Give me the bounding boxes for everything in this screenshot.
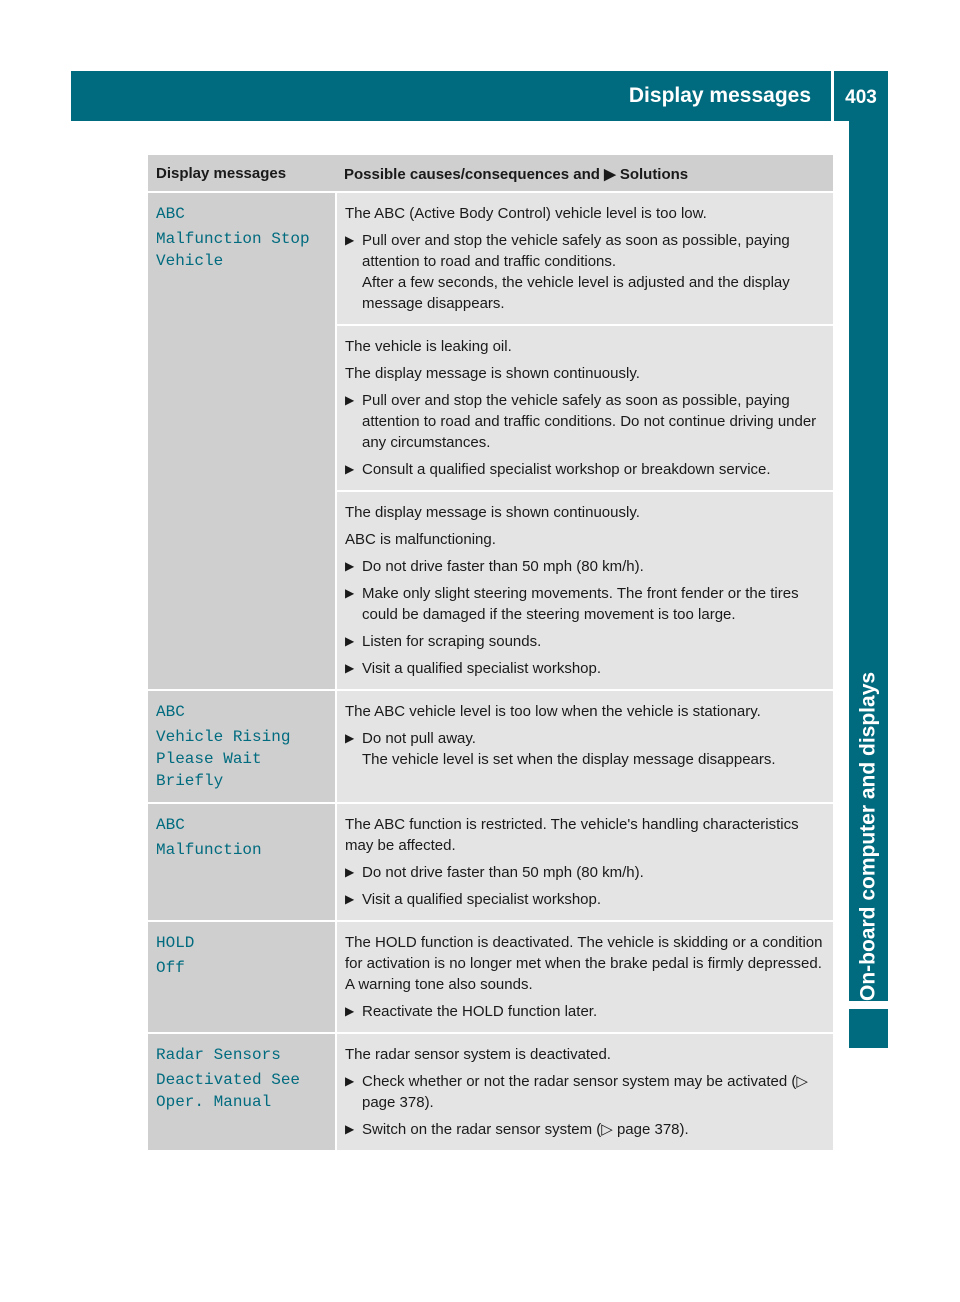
table-body <box>148 192 833 1150</box>
table-row <box>148 1033 833 1150</box>
solution-cell <box>336 325 833 491</box>
solution-step <box>345 556 827 577</box>
arrow-right-icon: ▶ <box>345 393 355 407</box>
solution-step-text: Switch on the radar sensor system (▷ page 378). <box>362 1121 689 1138</box>
solution-step <box>345 658 827 679</box>
arrow-right-icon: ▶ <box>345 586 355 600</box>
arrow-right-icon: ▶ <box>345 731 355 745</box>
solution-step <box>345 862 827 883</box>
solution-step <box>345 390 827 453</box>
solution-step-text: Check whether or not the radar sensor system may be activated (▷ page 378). <box>362 1073 808 1111</box>
table-row <box>148 921 833 1033</box>
arrow-right-icon: ▶ <box>345 892 355 906</box>
solution-step-text: Pull over and stop the vehicle safely as soon as possible, paying attention to road and traffic conditions. After a few seconds, the vehicle level is adjusted and the display message disappears. <box>362 232 790 312</box>
solution-step-text: Do not pull away. The vehicle level is set when the display message disappears. <box>362 730 776 768</box>
arrow-right-icon: ▶ <box>345 233 355 247</box>
display-message-line: Vehicle Rising Please Wait Briefly <box>156 728 291 790</box>
display-messages-table <box>148 155 833 1150</box>
solution-step-text: Do not drive faster than 50 mph (80 km/h). <box>362 558 644 575</box>
arrow-right-icon: ▶ <box>345 634 355 648</box>
display-message-line: Malfunction Stop Vehicle <box>156 230 310 270</box>
cause-text: The HOLD function is deactivated. The vehicle is skidding or a condition for activation is no longer met when the brake pedal is firmly depressed. A warning tone also sounds. <box>345 934 823 993</box>
display-message-line: HOLD <box>156 934 195 952</box>
solution-cell <box>336 803 833 921</box>
cause-text: The ABC vehicle level is too low when the vehicle is stationary. <box>345 703 761 720</box>
page-number: 403 <box>845 87 877 108</box>
cause-text: The radar sensor system is deactivated. <box>345 1046 611 1063</box>
cause-text: The ABC function is restricted. The vehicle's handling characteristics may be affected. <box>345 816 799 854</box>
arrow-right-icon: ▶ <box>345 1074 355 1088</box>
display-message-line: ABC <box>156 703 185 721</box>
page-title: Display messages <box>628 84 811 107</box>
solution-step-text: Consult a qualified specialist workshop or breakdown service. <box>362 461 771 478</box>
solution-cell <box>336 491 833 690</box>
display-message-line: ABC <box>156 205 185 223</box>
display-message-line: Deactivated See Oper. Manual <box>156 1071 301 1111</box>
table-header-row <box>148 155 833 192</box>
display-message-line: ABC <box>156 816 185 834</box>
solution-step <box>345 889 827 910</box>
solution-step <box>345 1119 827 1140</box>
table-row <box>148 690 833 803</box>
arrow-right-icon: ▶ <box>345 559 355 573</box>
header-band <box>71 71 888 121</box>
display-message-cell <box>148 1033 336 1150</box>
solution-step <box>345 631 827 652</box>
arrow-right-icon: ▶ <box>345 1122 355 1136</box>
solution-step-text: Make only slight steering movements. The front fender or the tires could be damaged if the steering movement is too large. <box>362 585 799 623</box>
solution-cell <box>336 192 833 325</box>
section-label-text: On-board computer and displays <box>856 671 880 1001</box>
column-header-display-messages: Display messages <box>148 155 336 192</box>
arrow-right-icon: ▶ <box>345 462 355 476</box>
cause-text: The display message is shown continuously. <box>345 365 640 382</box>
solution-step-text: Pull over and stop the vehicle safely as soon as possible, paying attention to road and traffic conditions. Do not continue driving under any circumstances. <box>362 392 817 451</box>
solution-step <box>345 728 827 770</box>
section-marker <box>849 1009 888 1048</box>
display-message-cell <box>148 803 336 921</box>
solution-step-text: Visit a qualified specialist workshop. <box>362 660 602 677</box>
display-message-line: Off <box>156 959 185 977</box>
display-message-cell <box>148 192 336 690</box>
solution-cell <box>336 1033 833 1150</box>
table-row <box>148 803 833 921</box>
section-label <box>849 121 888 1001</box>
solution-step <box>345 583 827 625</box>
display-message-line: Malfunction <box>156 841 262 859</box>
arrow-right-icon: ▶ <box>345 1004 355 1018</box>
solution-step <box>345 1071 827 1113</box>
solution-step <box>345 1001 827 1022</box>
arrow-right-icon: ▶ <box>345 865 355 879</box>
cause-text: ABC is malfunctioning. <box>345 531 496 548</box>
column-header-solutions: Possible causes/consequences and ▶ Solutions <box>336 155 833 192</box>
solution-step-text: Reactivate the HOLD function later. <box>362 1003 598 1020</box>
solution-step <box>345 230 827 314</box>
cause-text: The vehicle is leaking oil. <box>345 338 512 355</box>
solution-step-text: Do not drive faster than 50 mph (80 km/h). <box>362 864 644 881</box>
arrow-right-icon: ▶ <box>345 661 355 675</box>
display-message-line: Radar Sensors <box>156 1046 281 1064</box>
solution-step-text: Listen for scraping sounds. <box>362 633 542 650</box>
solution-cell <box>336 921 833 1033</box>
cause-text: The display message is shown continuously. <box>345 504 640 521</box>
cause-text: The ABC (Active Body Control) vehicle level is too low. <box>345 205 707 222</box>
solution-step-text: Visit a qualified specialist workshop. <box>362 891 602 908</box>
display-message-cell <box>148 921 336 1033</box>
display-message-cell <box>148 690 336 803</box>
table-row <box>148 192 833 325</box>
solution-step <box>345 459 827 480</box>
solution-cell <box>336 690 833 803</box>
